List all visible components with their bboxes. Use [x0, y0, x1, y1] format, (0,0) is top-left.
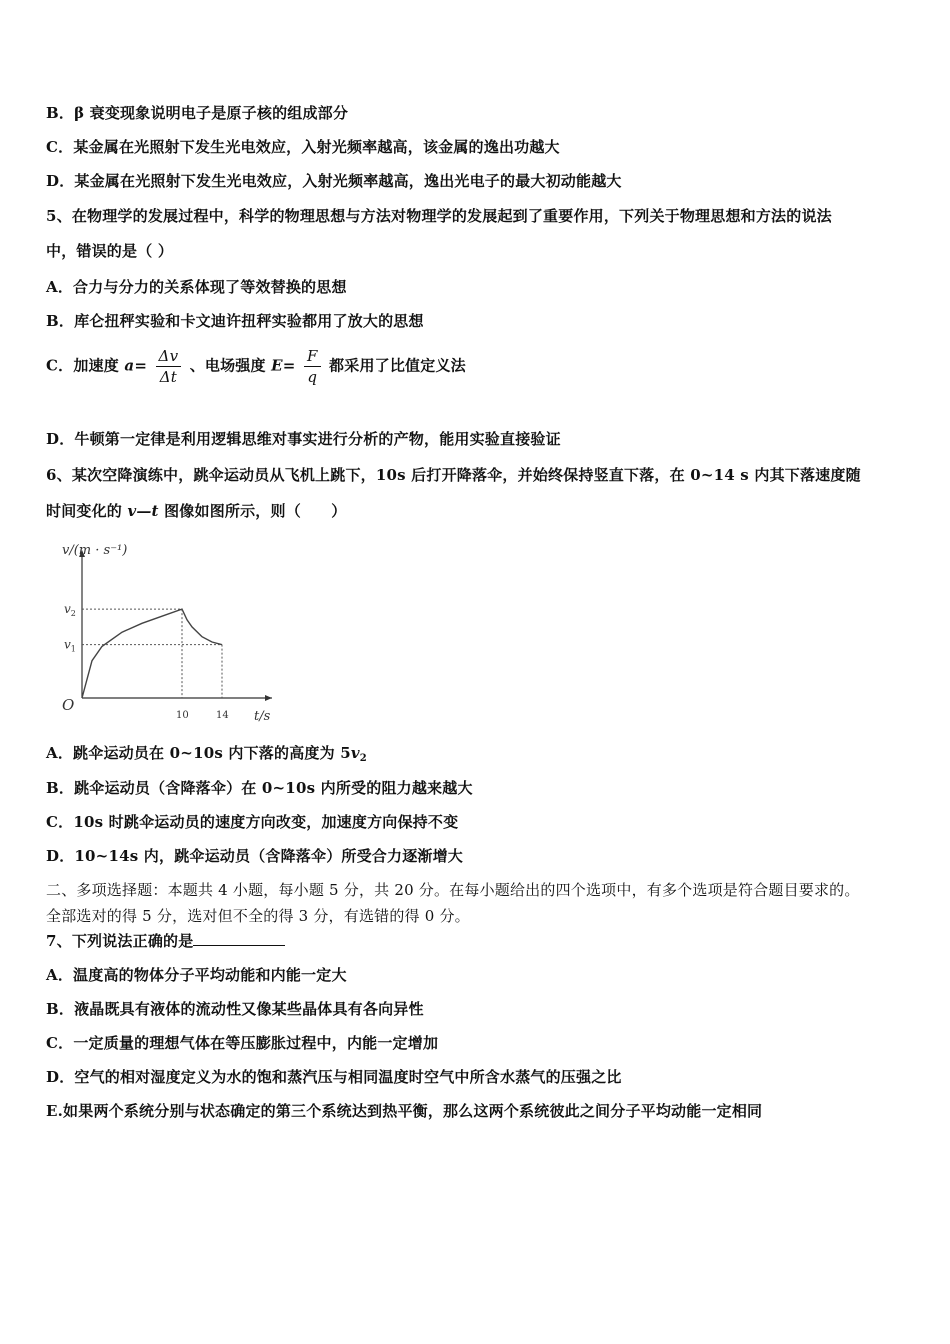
- q7-option-e: E.如果两个系统分别与状态确定的第三个系统达到热平衡，那么这两个系统彼此之间分子平均动能一定相同: [46, 1102, 763, 1120]
- fraction-denominator: Δt: [159, 368, 178, 386]
- q5c-suffix: 都采用了比值定义法: [329, 356, 466, 375]
- x-axis-arrow: [265, 695, 272, 701]
- q7-option-c: C．一定质量的理想气体在等压膨胀过程中，内能一定增加: [46, 1034, 439, 1052]
- q5-option-c: [46, 346, 466, 387]
- origin-label: O: [62, 696, 75, 714]
- q5c-symbol-a: a: [124, 356, 135, 375]
- q5c-fraction-field: [304, 346, 321, 387]
- y-tick-subscript: 1: [70, 644, 76, 654]
- x-tick-label-10: 10: [176, 710, 189, 721]
- q5-stem-line2: 中，错误的是（ ）: [46, 242, 174, 260]
- section2-instructions-line1: 二、多项选择题：本题共 4 小题，每小题 5 分，共 20 分。在每小题给出的四个选项中，有多个选项是符合题目要求的。: [46, 881, 860, 899]
- q4-option-c: C．某金属在光照射下发生光电效应，入射光频率越高，该金属的逸出功越大: [46, 138, 560, 156]
- q6a-text: A．跳伞运动员在 0~10s 内下落的高度为 5: [46, 744, 351, 762]
- q5c-equals-2: =: [282, 356, 296, 375]
- q6-stem-vt: v—t: [127, 502, 159, 520]
- q5-stem-line1: 5、在物理学的发展过程中，科学的物理思想与方法对物理学的发展起到了重要作用，下列关于物理思想和方法的说法: [46, 207, 832, 225]
- q7-stem: [46, 930, 285, 951]
- y-tick-subscript: 2: [70, 609, 76, 619]
- q4-option-b: B．β 衰变现象说明电子是原子核的组成部分: [46, 104, 349, 122]
- q7-option-d: D．空气的相对湿度定义为水的饱和蒸汽压与相同温度时空气中所含水蒸气的压强之比: [46, 1068, 622, 1086]
- fraction-denominator: q: [307, 368, 318, 386]
- fraction-numerator: Δv: [156, 346, 182, 367]
- y-axis-label: v/(m · s⁻¹): [62, 543, 128, 558]
- q5c-equals-1: =: [134, 356, 148, 375]
- q6a-symbol-v: v: [350, 744, 360, 762]
- q6-stem-line2: [46, 500, 347, 521]
- y-tick-label-v1: $v_1$: [64, 637, 76, 654]
- q6a-subscript: 2: [359, 753, 367, 764]
- q6-stem-post: 图像如图所示，则（ ）: [158, 502, 347, 520]
- q5c-symbol-e: E: [271, 356, 283, 375]
- q7-stem-text: 7、下列说法正确的是: [46, 932, 194, 950]
- q5c-middle: 、电场强度: [189, 356, 266, 375]
- q6-stem-pre: 时间变化的: [46, 502, 128, 520]
- q6-stem-line1: 6、某次空降演练中，跳伞运动员从飞机上跳下，10s 后打开降落伞，并始终保持竖直下落，在 0~14 s 内其下落速度随: [46, 466, 861, 484]
- x-axis-label: t/s: [254, 709, 271, 724]
- q5c-fraction-acceleration: [156, 346, 182, 387]
- fraction-numerator: F: [304, 346, 321, 367]
- q7-option-b: B．液晶既具有液体的流动性又像某些晶体具有各向异性: [46, 1000, 424, 1018]
- q5-option-b: B．库仑扭秤实验和卡文迪许扭秤实验都用了放大的思想: [46, 312, 424, 330]
- y-tick-label-v2: $v_2$: [64, 602, 76, 619]
- q6-option-d: D．10~14s 内，跳伞运动员（含降落伞）所受合力逐渐增大: [46, 847, 463, 865]
- vt-graph: [46, 532, 271, 728]
- q5-option-d: D．牛顿第一定律是利用逻辑思维对事实进行分析的产物，能用实验直接验证: [46, 430, 561, 448]
- answer-blank: [193, 931, 285, 946]
- q4-option-d: D．某金属在光照射下发生光电效应，入射光频率越高，逸出光电子的最大初动能越大: [46, 172, 622, 190]
- velocity-curve: [82, 609, 222, 698]
- q6-option-c: C．10s 时跳伞运动员的速度方向改变，加速度方向保持不变: [46, 813, 459, 831]
- q5-option-a: A．合力与分力的关系体现了等效替换的思想: [46, 278, 347, 296]
- q6-option-a: [46, 742, 367, 764]
- q6-option-b: B．跳伞运动员（含降落伞）在 0~10s 内所受的阻力越来越大: [46, 779, 473, 797]
- section2-instructions-line2: 全部选对的得 5 分，选对但不全的得 3 分，有选错的得 0 分。: [46, 907, 470, 925]
- q5c-prefix: C．加速度: [46, 356, 119, 375]
- x-tick-label-14: 14: [216, 710, 229, 721]
- q7-option-a: A．温度高的物体分子平均动能和内能一定大: [46, 966, 347, 984]
